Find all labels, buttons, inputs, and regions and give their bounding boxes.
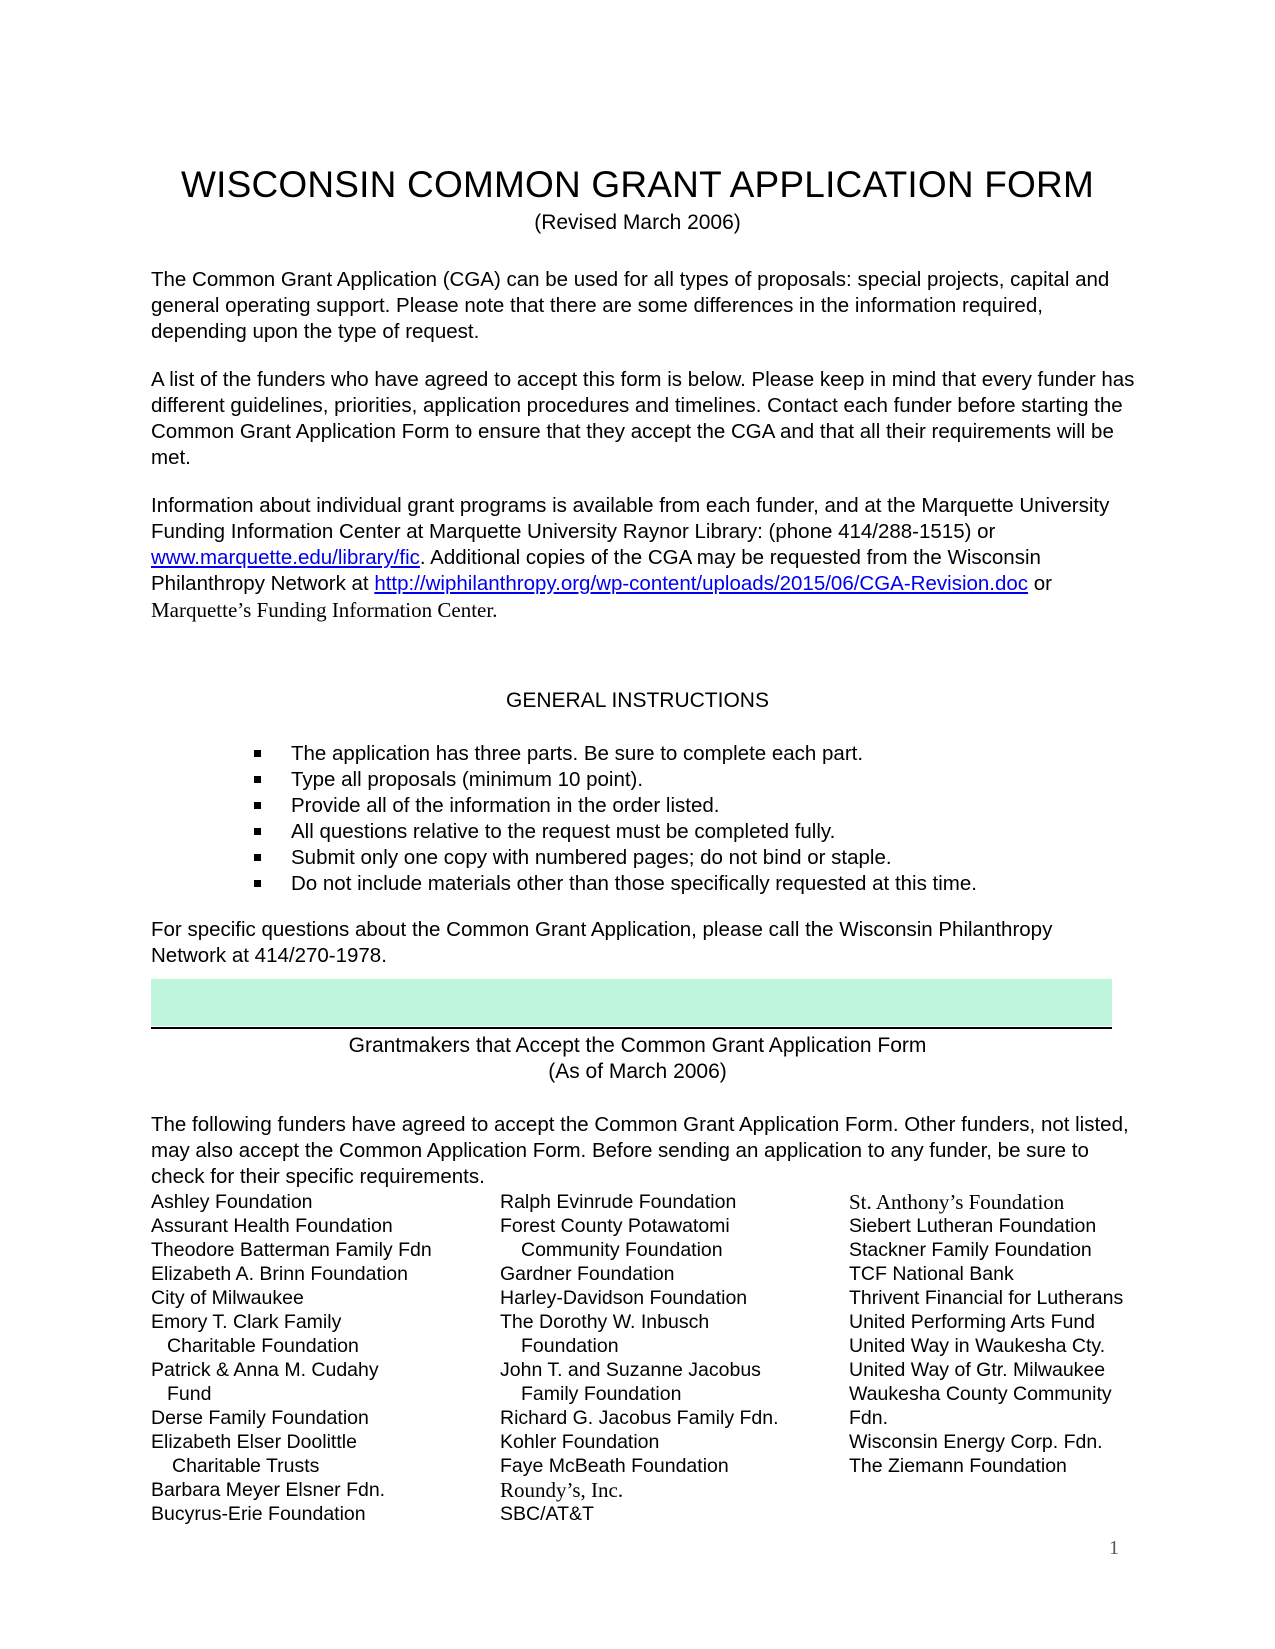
funder-item-continued: Community Foundation — [521, 1239, 723, 1261]
instruction-item: The application has three parts. Be sure to complete each part. — [254, 741, 977, 767]
funder-item: Theodore Batterman Family Fdn — [151, 1239, 432, 1261]
intro-paragraph-1: The Common Grant Application (CGA) can be used for all types of proposals: special projects, capital and general operating support. Please note that there are some differences in the information required, depending upon the type of request. — [151, 268, 1110, 343]
funder-item: United Performing Arts Fund — [849, 1311, 1096, 1333]
page-title: WISCONSIN COMMON GRANT APPLICATION FORM — [181, 164, 1094, 205]
funder-item: Kohler Foundation — [500, 1431, 660, 1453]
bullet-icon — [254, 828, 261, 835]
funder-item: Waukesha County Community — [849, 1383, 1112, 1405]
funder-item: Stackner Family Foundation — [849, 1239, 1092, 1261]
funder-item: Siebert Lutheran Foundation — [849, 1215, 1097, 1237]
section-divider — [151, 1027, 1112, 1029]
instruction-item: Provide all of the information in the order listed. — [254, 793, 977, 819]
intro-paragraph-3 — [151, 493, 1141, 624]
funder-item: United Way of Gtr. Milwaukee — [849, 1359, 1106, 1381]
funder-item: Ashley Foundation — [151, 1191, 313, 1213]
funder-item: Ralph Evinrude Foundation — [500, 1191, 737, 1213]
page-subtitle: (Revised March 2006) — [534, 211, 741, 234]
bullet-icon — [254, 854, 261, 861]
grantmakers-subheading: (As of March 2006) — [548, 1060, 727, 1083]
intro-paragraph-2: A list of the funders who have agreed to accept this form is below. Please keep in mind that every funder has different guidelines, priorities, application procedures and timelines. Contact each funder before starting the Common Grant Application Form to ensure that they accept the CGA and that all their requirements will be met. — [151, 368, 1135, 469]
funder-item: Patrick & Anna M. Cudahy — [151, 1359, 379, 1381]
funder-item: Richard G. Jacobus Family Fdn. — [500, 1407, 779, 1429]
funder-item: Elizabeth A. Brinn Foundation — [151, 1263, 408, 1285]
funder-item: Forest County Potawatomi — [500, 1215, 730, 1237]
bullet-icon — [254, 750, 261, 757]
instruction-item: All questions relative to the request must be completed fully. — [254, 819, 977, 845]
funder-item: The Ziemann Foundation — [849, 1455, 1067, 1477]
instructions-list — [254, 741, 977, 897]
funders-column-2 — [500, 1190, 779, 1526]
funder-item: Gardner Foundation — [500, 1263, 675, 1285]
funder-item: Roundy’s, Inc. — [500, 1478, 624, 1502]
funder-item-continued: Fund — [167, 1383, 212, 1405]
funder-item: City of Milwaukee — [151, 1287, 304, 1309]
intro-text-d: Marquette’s Funding Information Center. — [151, 598, 498, 622]
funder-item: Wisconsin Energy Corp. Fdn. — [849, 1431, 1103, 1453]
instruction-item: Type all proposals (minimum 10 point). — [254, 767, 977, 793]
funder-item: Faye McBeath Foundation — [500, 1455, 729, 1477]
funder-item: John T. and Suzanne Jacobus — [500, 1359, 761, 1381]
marquette-fic-link[interactable]: www.marquette.edu/library/fic — [151, 546, 420, 569]
bullet-icon — [254, 802, 261, 809]
cga-download-link[interactable]: http://wiphilanthropy.org/wp-content/uploads/2015/06/CGA-Revision.doc — [374, 572, 1029, 595]
funder-item-continued: Foundation — [521, 1335, 619, 1357]
funder-item-continued: Charitable Foundation — [167, 1335, 359, 1357]
intro-text-b: . Additional copies of the CGA may be requested from the Wisconsin Philanthropy Network at — [151, 546, 1041, 595]
funder-item: Harley-Davidson Foundation — [500, 1287, 748, 1309]
funder-item: Derse Family Foundation — [151, 1407, 369, 1429]
funder-item: Elizabeth Elser Doolittle — [151, 1431, 357, 1453]
funder-item: TCF National Bank — [849, 1263, 1014, 1285]
bullet-icon — [254, 776, 261, 783]
contact-paragraph: For specific questions about the Common Grant Application, please call the Wisconsin Philanthropy Network at 414/270-1978. — [151, 918, 1053, 967]
funder-item: Assurant Health Foundation — [151, 1215, 393, 1237]
funder-item: The Dorothy W. Inbusch — [500, 1311, 710, 1333]
grantmakers-intro: The following funders have agreed to accept the Common Grant Application Form. Other funders, not listed, may also accept the Common Application Form. Before sending an application to any funder, be sure to check for their specific requirements. — [151, 1113, 1129, 1188]
grantmakers-heading: Grantmakers that Accept the Common Grant Application Form — [348, 1034, 927, 1057]
funder-item: Thrivent Financial for Lutherans — [849, 1287, 1124, 1309]
intro-text-a: Information about individual grant programs is available from each funder, and at the Marquette University Funding Information Center at Marquette University Raynor Library: (phone 414/288-1515) or — [151, 494, 1110, 543]
general-instructions-heading: GENERAL INSTRUCTIONS — [506, 689, 769, 712]
funder-item: Barbara Meyer Elsner Fdn. — [151, 1479, 386, 1501]
intro-text-c: or — [1028, 572, 1052, 595]
instruction-item: Submit only one copy with numbered pages; do not bind or staple. — [254, 845, 977, 871]
funder-item-continued: Family Foundation — [521, 1383, 682, 1405]
funder-item: Emory T. Clark Family — [151, 1311, 342, 1333]
highlight-band — [151, 979, 1112, 1026]
funder-item: SBC/AT&T — [500, 1503, 594, 1525]
funder-item: United Way in Waukesha Cty. — [849, 1335, 1106, 1357]
instruction-item: Do not include materials other than those specifically requested at this time. — [254, 871, 977, 897]
funder-item: Bucyrus-Erie Foundation — [151, 1503, 366, 1525]
funder-item-continued: Charitable Trusts — [172, 1455, 320, 1477]
funder-item: Fdn. — [849, 1407, 889, 1429]
funder-item: St. Anthony’s Foundation — [849, 1190, 1065, 1214]
page-number: 1 — [1109, 1537, 1119, 1559]
bullet-icon — [254, 880, 261, 887]
funders-column-1 — [151, 1190, 432, 1526]
funders-column-3 — [849, 1190, 1123, 1478]
